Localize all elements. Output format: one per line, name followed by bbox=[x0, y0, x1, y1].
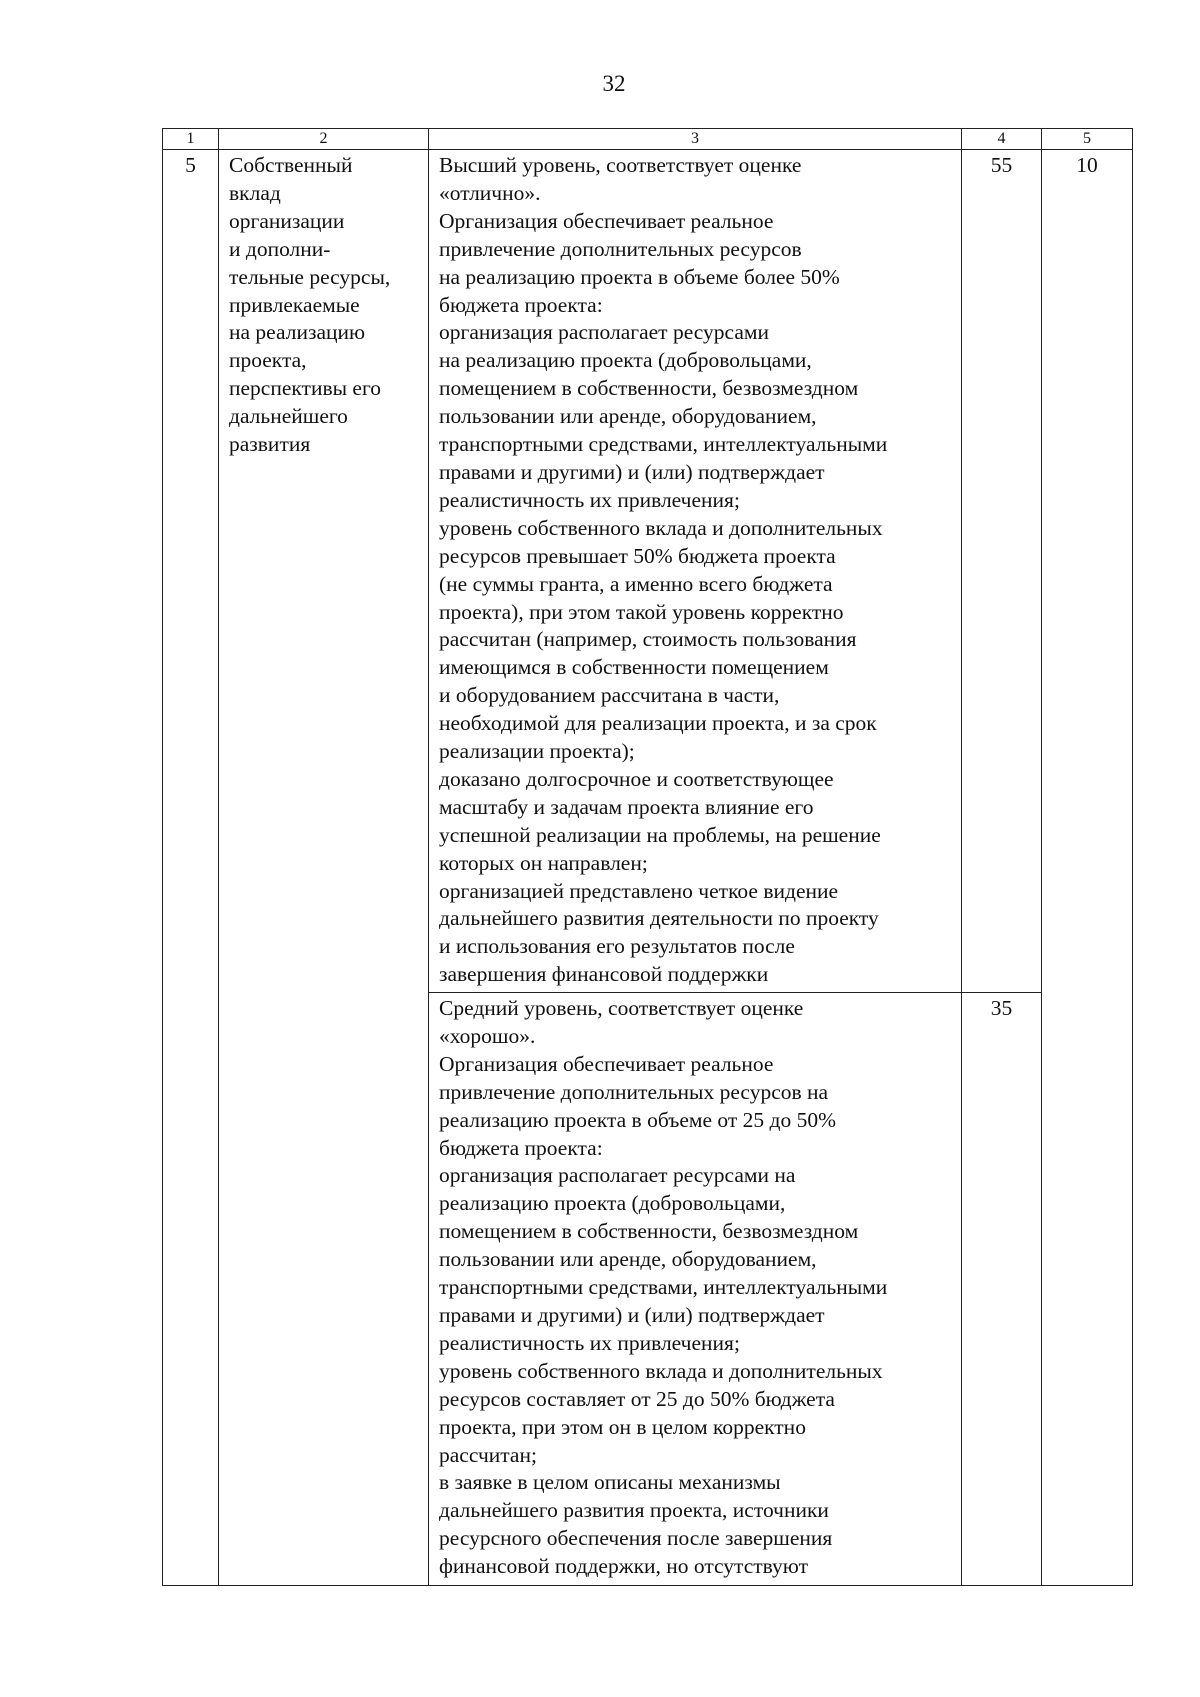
header-col-1: 1 bbox=[163, 129, 219, 150]
header-col-3: 3 bbox=[429, 129, 962, 150]
level-description-text: Высший уровень, соответствует оценке «отлично». Организация обеспечивает реальное привлечение дополнительных ресурсов на реализацию проекта в объеме более 50% бюджета проекта: организация располагает ресурсами на реализацию проекта (добровольцами, помещением в собственности, безвозмездном пользовании или аренде, оборудованием, транспортными средствами, интеллектуальными правами и другими) и (или) подтверждает реалистичность их привлечения; уровень собственного вклада и дополнительных ресурсов превышает 50% бюджета проекта (не суммы гранта, а именно всего бюджета проекта), при этом такой уровень корректно рассчитан (например, стоимость пользования имеющимся в собственности помещением и оборудованием рассчитана в части, необходимой для реализации проекта, и за срок реализации проекта); доказано долгосрочное и соответствующее масштабу и задачам проекта влияние его успешной реализации на проблемы, на решение которых он направлен; организацией представлено четкое видение дальнейшего развития деятельности по проекту и использования его результатов после завершения финансовой поддержки bbox=[439, 153, 888, 987]
level-description-text: Средний уровень, соответствует оценке «хорошо». Организация обеспечивает реальное привлечение дополнительных ресурсов на реализацию проекта в объеме от 25 до 50% бюджета проекта: организация располагает ресурсами на реализацию проекта (добровольцами, помещением в собственности, безвозмездном пользовании или аренде, оборудованием, транспортными средствами, интеллектуальными правами и другими) и (или) подтверждает реалистичность их привлечения; уровень собственного вклада и дополнительных ресурсов составляет от 25 до 50% бюджета проекта, при этом он в целом корректно рассчитан; в заявке в целом описаны механизмы дальнейшего развития проекта, источники ресурсного обеспечения после завершения финансовой поддержки, но отсутствуют bbox=[439, 996, 888, 1579]
level-description-high bbox=[429, 150, 962, 993]
header-col-4: 4 bbox=[962, 129, 1042, 150]
criteria-table bbox=[162, 128, 1133, 1586]
level-score-medium: 35 bbox=[962, 993, 1042, 1586]
level-score-high: 55 bbox=[962, 150, 1042, 993]
header-col-5: 5 bbox=[1042, 129, 1133, 150]
header-col-2: 2 bbox=[219, 129, 429, 150]
row-number: 5 bbox=[163, 150, 219, 1586]
criterion-cell bbox=[219, 150, 429, 1586]
criterion-weight: 10 bbox=[1042, 150, 1133, 1586]
table-header-row bbox=[163, 129, 1133, 150]
level-description-medium bbox=[429, 993, 962, 1586]
page-number: 32 bbox=[602, 71, 626, 96]
criterion-text: Собственный вклад организации и дополни- тельные ресурсы, привлекаемые на реализацию проекта, перспективы его дальнейшего развития bbox=[229, 153, 391, 457]
table-row bbox=[163, 150, 1133, 993]
